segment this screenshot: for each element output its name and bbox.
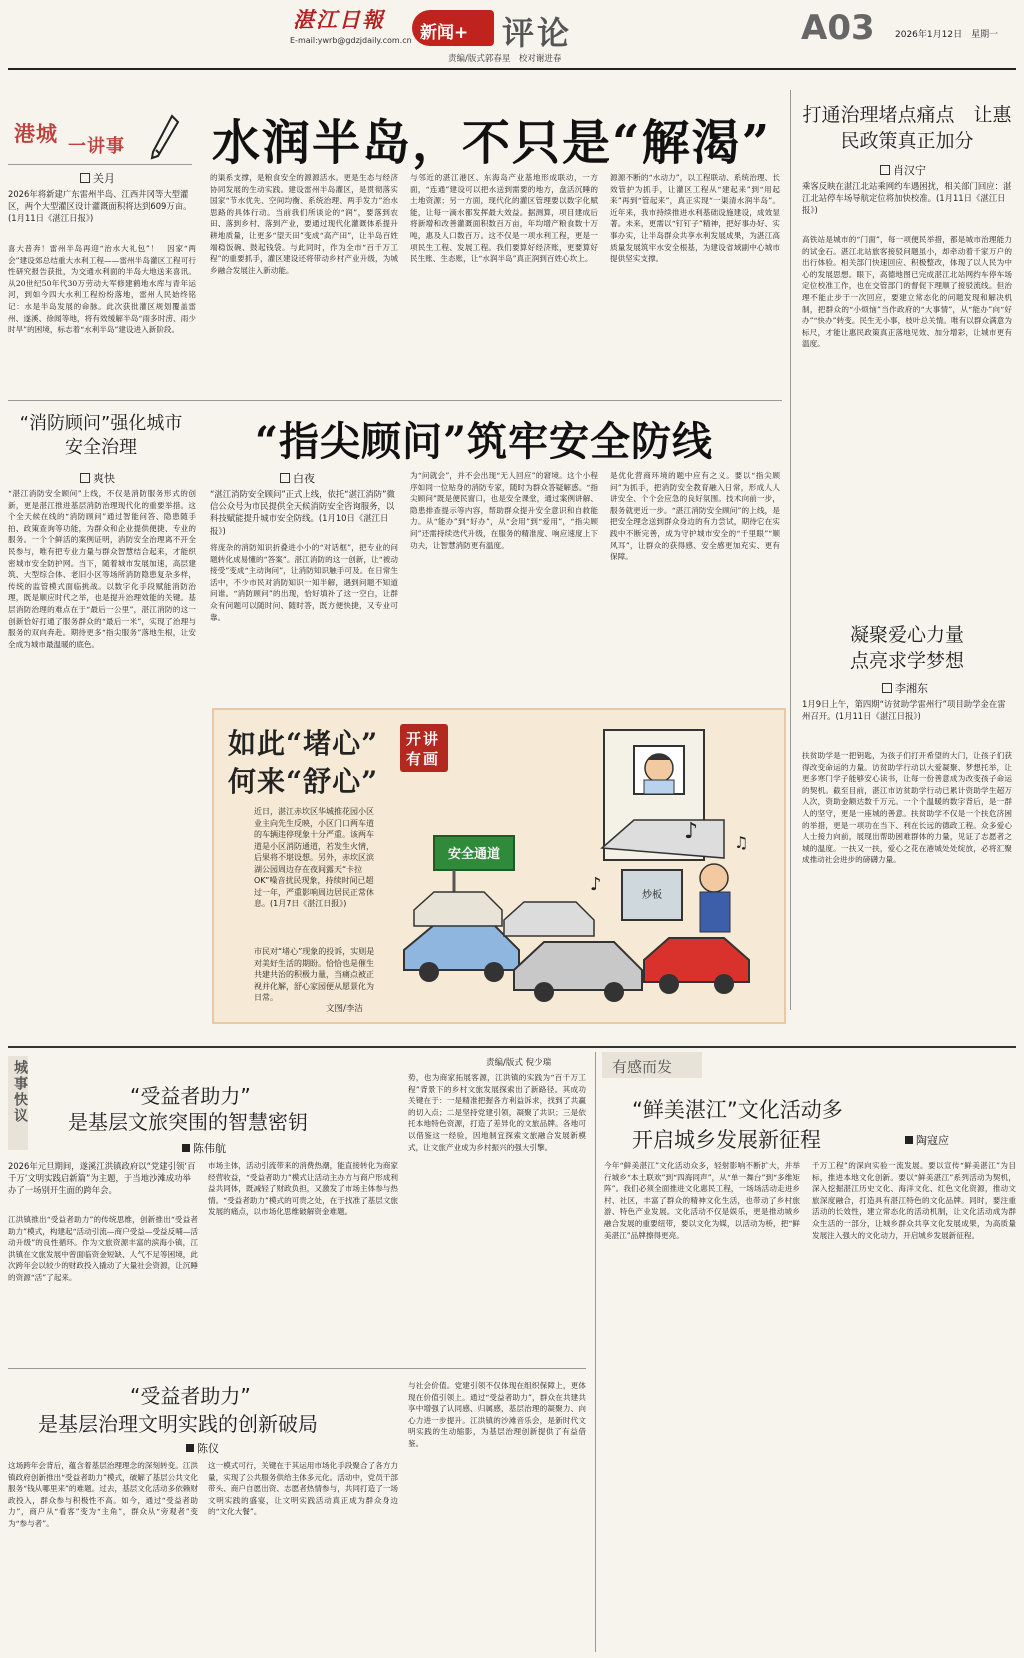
cartoon-author: 文图/李洁	[326, 1004, 363, 1014]
svg-text:♪: ♪	[590, 874, 602, 895]
bl-title-2: 是基层文旅突围的智慧密钥	[68, 1110, 308, 1134]
bl-lede: 2026年元旦期间，遂溪江洪镇政府以“党建引领‘百千万’文明实践启新篇”为主题，于当地沙滩成功举办了一场别开生面的跨年会。	[8, 1161, 196, 1196]
page-date: 2026年1月12日 星期一	[895, 30, 999, 40]
lead-body-col3: 与邻近的湛江港区、东海岛产业基地形成联动，一方面，“连通”建设可以把水送到需要的地方，盘活沉睡的土地资源；另一方面，现代化的灌区管理要以数字化赋能，让每一滴水都发挥最大效益。据测算，项目建成后将新增和改善灌溉面积数百万亩，年均增产粮食数十万吨，惠及人口数百万。这不仅是一项水利工程，更是一项民生工程、发展工程。我们要算好经济账，更要算好民生账、生态账，让“水润半岛”真正润到百姓心坎上。	[410, 173, 598, 264]
cartoon-comment: 市民对“堵心”现象的投诉，实则是对美好生活的期盼。恰恰也是催生共建共治的积极力量，当痛点被正视并化解，舒心家园便从愿景化为日常。	[254, 947, 375, 1002]
second-body-col1: 将庞杂的消防知识折叠进小小的“对话框”，把专业的问题转化成易懂的“答案”。湛江消防的这一创新，让“被动接受”变成“主动询问”，让消防知识触手可及。在日常生活中，不少市民对消防知识一知半解，遇到问题不知道问谁。“消防顾问”的出现，恰好填补了这一空白，让群众有问题可以随时问、随时答，既方便快捷，又专业可靠。	[210, 543, 398, 622]
author-box-icon	[882, 683, 892, 693]
second-headline: “指尖顾问”筑牢安全防线	[255, 418, 714, 465]
cartoon-box	[212, 708, 786, 1024]
br-column-label-box	[602, 1052, 702, 1078]
cartoon-sign: 安全通道	[447, 847, 501, 862]
cartoon-stamp-line2: 有画	[406, 750, 441, 768]
bottom-col-divider	[595, 1052, 596, 1652]
bl-title-1: “受益者助力”	[130, 1084, 251, 1108]
bl-author-2: 陈仪	[197, 1442, 219, 1455]
bl-author: 陈伟航	[193, 1142, 226, 1155]
newspaper-logo: 湛江日報	[293, 7, 385, 32]
bl-byline-2	[186, 1440, 219, 1456]
lead-body-col2: 的渠系支撑，是粮食安全的源源活水。更是生态与经济协同发展的生动实践。建设雷州半岛灌区，是贯彻落实国家“节水优先、空间均衡、系统治理、两手发力”治水思路的具体行动。当前我们所谈论的“润”，要落到农田、落到乡村、落到产业，要通过现代化灌溉体系提升耕地质量，让更多“望天田”变成“高产田”，让半岛百姓端稳饭碗、鼓起钱袋。与此同时，作为全市“百千万工程”的重要抓手，灌区建设还将带动乡村产业升级，为城乡融合发展注入新动能。	[210, 173, 398, 275]
page-number: A03	[801, 8, 875, 48]
br-byline	[905, 1132, 949, 1148]
author-square-icon	[905, 1136, 913, 1144]
lead-bottom-rule	[8, 400, 782, 401]
bl-body-col4: 这场跨年会背后，蕴含着基层治理理念的深刻转变。江洪镇政府创新推出“受益者助力”模式，破解了基层公共文化服务“钱从哪里来”的难题。过去，基层文化活动多依赖财政投入，群众参与积极性不高。如今，通过“受益者助力”，商户从“看客”变为“主角”，群众从“旁观者”变为“参与者”。	[8, 1461, 198, 1528]
column-brand-rule	[8, 164, 192, 165]
page-editors: 责编/版式郭春星 校对谢进春	[448, 54, 562, 64]
right-mid-author: 李湘东	[895, 682, 928, 695]
bottom-section-rule	[8, 1046, 1016, 1048]
right-top-body: 高铁站是城市的“门面”，每一项便民举措，都是城市治理能力的试金石。湛江北站旅客接驳问题虽小，却牵动着千家万户的出行体验。相关部门快速回应、积极整改，体现了以人民为中心的发展思想。眼下，高德地图已完成湛江北站网约车停车场定位校准工作，也在交管部门的督促下理顺了接驳流线。但治理不能止步于一次回应，要建立常态化的问题发现和解决机制，把群众的“小烦恼”当作政府的“大事情”，从“能办”向“好办”“快办”转变。民生无小事，枝叶总关情。唯有以群众满意为标尺，才能让惠民政策真正落地见效、加分增彩，让城市更有温度。	[802, 235, 1012, 349]
cartoon-news: 近日，湛江赤坎区华城推花园小区业主向先生反映，小区门口两车道的车辆违停现象十分严重。该两车道是小区消防通道，若发生火情，后果将不堪设想。另外，赤坎区滨湖公园周边存在夜间露天“卡拉OK”噪音扰民现象，持续时间已超过一年，严重影响周边居民正常休息。(1月7日《湛江日报》)	[254, 807, 374, 908]
section-tag: 新闻+	[420, 23, 469, 43]
right-mid-lede: 1月9日上午，第四期“访贫助学雷州行”项目助学金在雷州召开。(1月11日《湛江日报》)	[802, 699, 1006, 722]
bl-body-col1: 江洪镇推出“受益者助力”的传统思维，创新推出“受益者助力”模式，构建起“活动引流—商户受益—受益反哺—活动升级”的良性循环。作为文旅资源丰富的滨海小镇，江洪镇在文旅发展中曾面临资金短缺、人气不足等困境，此次跨年会以较少的财政投入撬动了大量社会资源，让沉睡的资源“活”了起来。	[8, 1215, 198, 1282]
column-label-box	[8, 1056, 28, 1150]
cartoon-title-2: 何来“舒心”	[228, 765, 379, 798]
second-body-col3: 是优化营商环境的题中应有之义。要以“指尖顾问”为抓手，把消防安全教育融入日常，形成人人讲安全、个个会应急的良好氛围。技术向前一步，服务就更近一步。“湛江消防安全顾问”的上线，是把安全理念送到群众身边的有力尝试，期待它在实践中不断完善，成为守护城市安全的“千里眼”“顺风耳”，让群众的获得感、安全感更加充实、更有保障。	[610, 471, 780, 562]
author-box-icon	[80, 473, 90, 483]
author-box-icon	[280, 473, 290, 483]
right-mid-headline: 凝聚爱心力量 点亮求学梦想	[849, 624, 984, 672]
br-column-label: 有感而发	[612, 1058, 673, 1076]
cartoon-illustration	[394, 720, 774, 1012]
author-box-icon	[80, 173, 90, 183]
side-author: 爽快	[93, 472, 115, 485]
lead-author: 关月	[93, 172, 115, 185]
masthead-divider	[8, 68, 1016, 70]
cartoon-stall-sign: 炒板	[642, 890, 662, 901]
right-mid-byline	[882, 680, 928, 696]
col-divider-right	[790, 90, 791, 1010]
lead-lede: 2026年将新建广东雷州半岛、江西井冈等大型灌区，两个大型灌区设计灌溉面积将达到609万亩。(1月11日《湛江日报》)	[8, 189, 192, 224]
svg-text:♪: ♪	[684, 819, 699, 844]
right-top-headline: 打通治理堵点痛点 让惠民政策真正加分	[802, 104, 1012, 152]
right-mid-body: 扶贫助学是一把钥匙，为孩子们打开希望的大门，让孩子们获得改变命运的力量。访贫助学行动以大爱凝聚、梦想托举，让更多寒门学子能够安心读书，让每一份善意成为改变孩子命运的契机。截至目前，湛江市访贫助学行动已累计资助学生超万人次，资助金额达数千万元。一个个温暖的数字背后，是一群人的坚守，更是一座城的善意。扶贫助学不仅是一个扶危济困的举措，更是一项功在当下、利在长远的德政工程。众多爱心人士接力向前，展现出帮助困难群体的力量，见证了志愿者之城的温度。一扶又一扶，爱心之花在港城处处绽放，必将汇聚成推动社会进步的磅礴力量。	[802, 751, 1012, 865]
bl-body-col2: 市场主体，活动引流带来的消费热潮，能直接转化为商家经营收益，“受益者助力”模式让活动主办方与商户形成利益共同体，既减轻了财政负担，又激发了市场主体参与热情。“受益者助力”模式的可贵之处，在于找准了基层文旅发展的痛点，以市场化思维破解资金难题。	[208, 1161, 398, 1217]
right-top-author: 肖汉宁	[893, 164, 926, 177]
column-label: 城事快议	[12, 1060, 28, 1124]
bl-body-col6: 与社会价值。党建引领不仅体现在组织保障上，更体现在价值引领上。通过“受益者助力”，群众在共建共享中增强了认同感、归属感，基层治理的凝聚力、向心力进一步提升。江洪镇的沙滩音乐会，是新时代文明实践的生动缩影，为基层治理创新提供了有益借鉴。	[408, 1381, 586, 1448]
side-headline: “消防顾问”强化城市安全治理	[19, 413, 183, 458]
author-box-icon	[880, 165, 890, 175]
column-brand-line1: 港城	[14, 122, 58, 146]
second-body-col2: 为“问就会”，并不会出现“无人回应”的窘境。这个小程序如同一位贴身的消防专家，随时为群众答疑解惑。“指尖顾问”既是便民窗口，也是安全课堂，通过案例讲解、隐患排查提示等内容，帮助群众提升安全意识和自救能力。从“能办”到“好办”，从“会用”到“爱用”，“指尖顾问”还需持续迭代升级，在服务的精准度、响应速度上下功夫，让智慧消防更有温度。	[410, 471, 598, 550]
br-body-col2: 千万工程”的深向实验一流发展。要以宣传“鲜美湛江”为目标，推进本地文化创新。要以“鲜美湛江”系列活动为契机，深入挖掘湛江历史文化、海洋文化、红色文化资源，推动文旅深度融合，打造具有湛江特色的文化品牌。同时，要注重活动的长效性，建立常态化的活动机制，让文化活动成为群众生活的一部分，让城乡群众共享文化发展成果，为高质量发展注入强大的文化动力，开启城乡发展新征程。	[812, 1161, 1016, 1240]
br-title-2: 开启城乡发展新征程	[632, 1128, 821, 1152]
bl-title-4: 是基层治理文明实践的创新破局	[38, 1412, 318, 1436]
lead-byline	[80, 170, 115, 186]
cars-group	[404, 892, 749, 1002]
masthead-email: E-mail:ywrb@gdzjdaily.com.cn	[290, 36, 412, 45]
author-square-icon	[186, 1444, 194, 1452]
author-square-icon	[182, 1144, 190, 1152]
cartoon-stamp-line1: 开讲	[406, 730, 441, 748]
br-body-col1: 今年“鲜美湛江”文化活动众多，轻射影响不断扩大，并举行城乡“本土联欢”到“四海同声”，从“单一舞台”到“多维矩阵”。我们必须全面推进文化惠民工程，一场场活动走进乡村、社区，丰富了群众的精神文化生活，也带动了乡村旅游、特色产业发展。文化活动不仅是娱乐，更是推动城乡融合发展的重要纽带，要以文化为媒，以活动为桥，把“鲜美湛江”品牌擦得更亮。	[604, 1161, 800, 1240]
bl-title-3: “受益者助力”	[130, 1384, 251, 1408]
bl-body-col3: 势，也为商家拓展客源，江洪镇的实践为“百千万工程”背景下的乡村文旅发展探索出了新路径。其成功关键在于：一是精准把握各方利益诉求，找到了共赢的切入点；二是坚持党建引领，凝聚了共识；三是依托本地特色资源，打造了差异化的文旅品牌。各地可以借鉴这一经验，因地制宜探索文旅融合发展新模式，让文旅产业成为乡村振兴的强大引擎。	[408, 1073, 586, 1152]
bl-byline	[182, 1140, 226, 1156]
right-top-byline	[880, 162, 926, 178]
svg-text:♫: ♫	[734, 833, 749, 852]
bl-mid-rule	[8, 1368, 586, 1369]
bl-body-col5: 这一模式可行，关键在于其运用市场化手段聚合了各方力量，实现了公共服务供给主体多元化。活动中，党员干部带头、商户自愿出资、志愿者热情参与，共同打造了一场文明实践的盛宴，让文明实践活动真正成为群众身边的“文化大餐”。	[208, 1461, 398, 1517]
br-author: 陶寇应	[916, 1134, 949, 1147]
lead-headline: 水润半岛，不只是“解渴”	[212, 115, 772, 171]
second-author: 白夜	[293, 472, 315, 485]
column-brand-line2: 一讲事	[68, 136, 125, 157]
lead-body-col4: 源源不断的“水动力”，以工程联动、系统治理、长效管护为抓手，让灌区工程从“建起来”到“用起来”再到“管起来”，真正实现“一渠清水润半岛”。近年来，我市持续推进水利基础设施建设，成效显著。未来，更需以“钉钉子”精神，把好事办好、实事办实，让半岛群众共享水利发展成果，为湛江高质量发展筑牢水安全根基，为建设省域副中心城市提供坚实支撑。	[610, 173, 780, 264]
right-top-lede: 乘客反映在湛江北站乘网约车遇困扰，相关部门回应：湛江北站停车场导航定位将加快校准。(1月11日《湛江日报》)	[802, 181, 1012, 216]
bottom-editors: 责编/版式 倪少瑞	[486, 1058, 552, 1068]
br-title-1: “鲜美湛江”文化活动多	[632, 1098, 843, 1122]
column-brand	[8, 118, 178, 162]
second-lede: “湛江消防安全顾问”正式上线，依托“湛江消防”微信公众号为市民提供全天候消防安全咨询服务，以科技赋能提升城市安全防线。(1月10日《湛江日报》)	[210, 489, 395, 536]
cartoon-title-1: 如此“堵心”	[228, 727, 379, 760]
section-title: 评论	[502, 14, 573, 52]
side-byline	[80, 470, 115, 486]
lead-body-col1: 喜大普奔！雷州半岛再迎“治水大礼包”！ 因家“两会”建设郊总结重大水利工程——雷州半岛灌区工程可行性研究报告获批，为交通水利面的半岛大地送来喜讯。从20世纪50年代30万劳动大军修建鹤地水库与青年运河，到如今四大水利工程纷纷落地，雷州人民始终铭记：水是半岛发展的命脉。此次获批灌区规划覆盖雷州、遂溪、徐闻等地，将有效缓解半岛“雨多时涝、雨少时旱”的困境，标志着“水利半岛”建设进入新阶段。	[8, 244, 196, 335]
second-byline	[280, 470, 315, 486]
side-body: “湛江消防安全顾问”上线，不仅是消防服务形式的创新，更是湛江推进基层消防治理现代化的重要举措。这个全天候在线的“消防顾问”通过智能问答、隐患随手拍、政策查询等功能，为群众和企业提供便捷、专业的服务。一个个鲜活的案例证明，消防安全治理离不开全民参与，唯有把专业力量与群众智慧结合起来，才能织密城市安全防护网。当下，随着城市发展加速，高层建筑、大型综合体、老旧小区等场所消防隐患复杂多样，传统的监管模式面临挑战。以数字化手段赋能消防治理，既是顺应时代之举，也是提升治理效能的关键。基层消防治理的难点在于“最后一公里”，湛江消防的这一创新恰好打通了服务群众的“最后一米”，实现了治理与服务的双向奔赴。期待更多“指尖服务”落地生根，让安全成为城市最温暖的底色。	[8, 489, 196, 649]
pen-icon	[148, 114, 180, 166]
